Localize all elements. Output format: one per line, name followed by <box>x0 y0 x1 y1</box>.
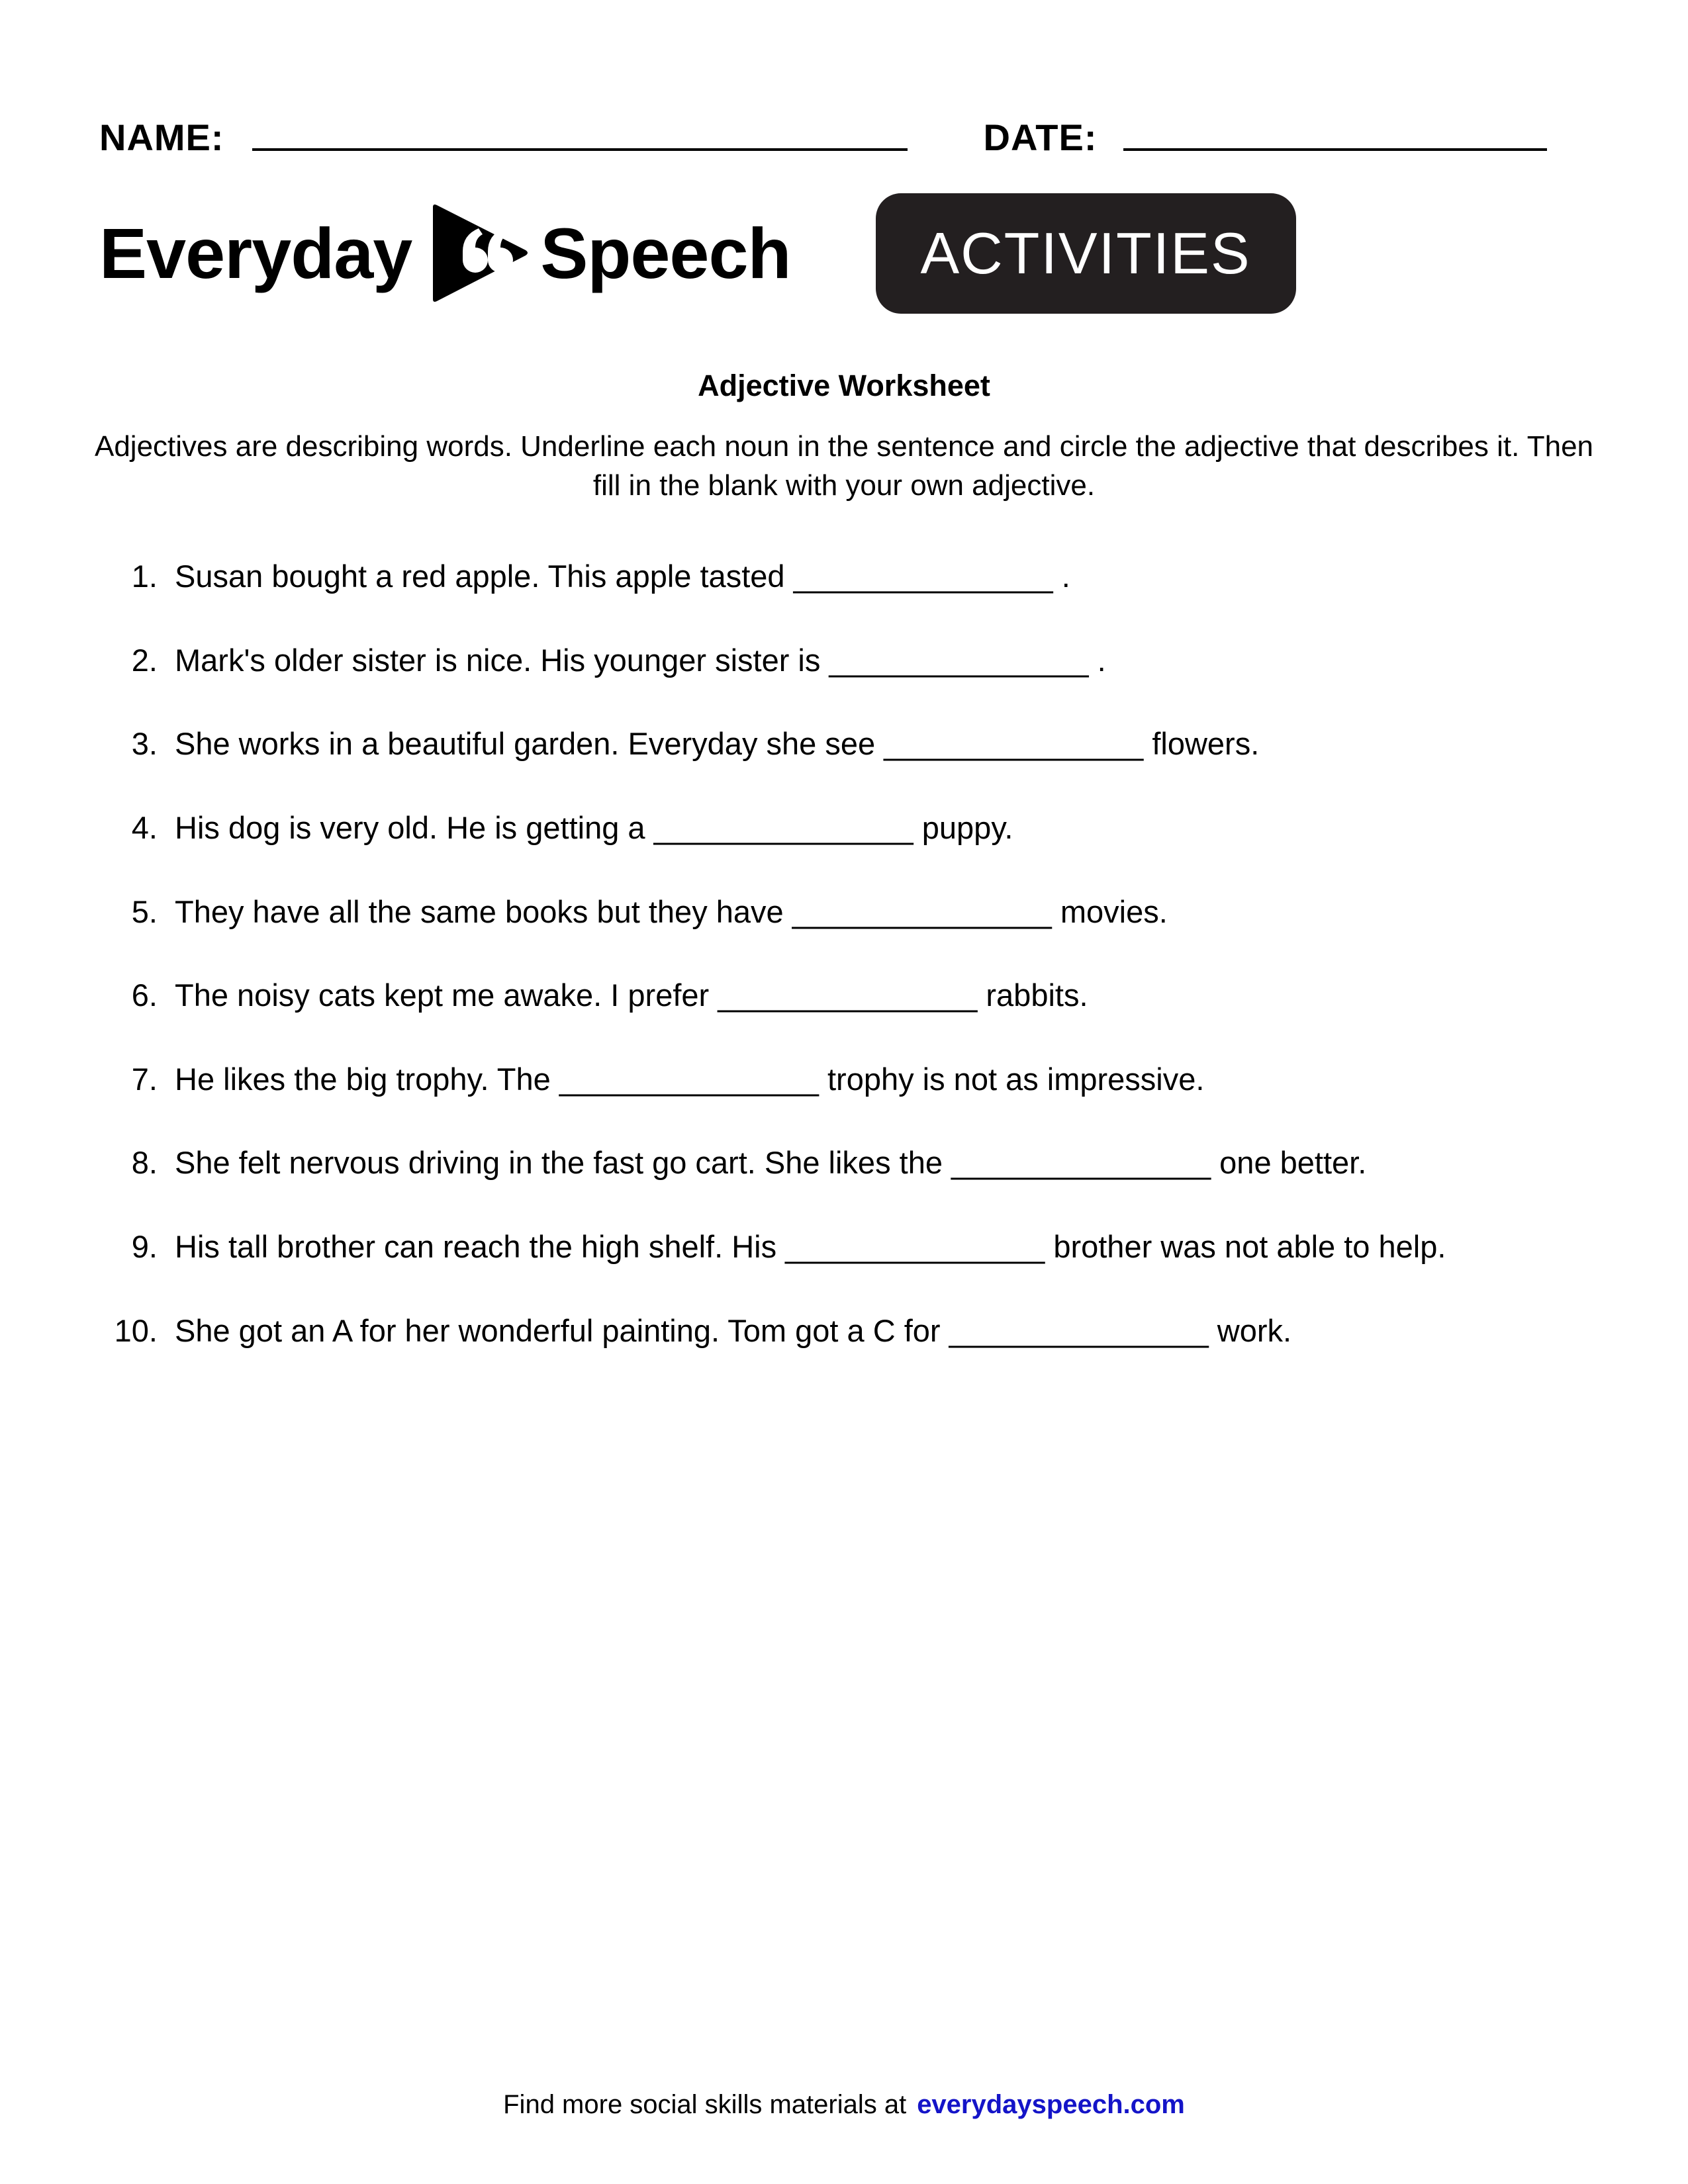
date-label: DATE: <box>983 116 1098 158</box>
name-write-line[interactable] <box>252 148 908 151</box>
question-text[interactable]: She works in a beautiful garden. Everyday she see _______________ flowers. <box>175 726 1260 762</box>
list-item <box>79 1146 1622 1181</box>
activities-badge-label: ACTIVITIES <box>920 220 1251 286</box>
question-number: 5. <box>131 893 158 929</box>
list-item <box>79 1314 1622 1349</box>
question-text[interactable]: His tall brother can reach the high shelf. His _______________ brother was not able to help. <box>175 1229 1446 1264</box>
question-text[interactable]: She felt nervous driving in the fast go cart. She likes the _______________ one better. <box>175 1145 1367 1181</box>
brand-word-speech: Speech <box>540 213 791 293</box>
list-item <box>79 978 1622 1013</box>
question-text[interactable]: The noisy cats kept me awake. I prefer _______________ rabbits. <box>175 978 1088 1013</box>
question-text[interactable]: They have all the same books but they have _______________ movies. <box>175 893 1168 929</box>
question-number: 10. <box>114 1312 158 1348</box>
question-number: 8. <box>131 1145 158 1181</box>
brand-word-everyday: Everyday <box>99 213 412 293</box>
list-item <box>79 559 1622 594</box>
name-date-row <box>99 99 1589 159</box>
question-number: 3. <box>131 726 158 762</box>
play-triangle-quote-icon <box>426 203 530 304</box>
name-label: NAME: <box>99 116 224 158</box>
brand-header <box>99 191 1589 316</box>
question-text[interactable]: She got an A for her wonderful painting. Tom got a C for _______________ work. <box>175 1312 1292 1348</box>
date-write-line[interactable] <box>1123 148 1547 151</box>
list-item <box>79 1230 1622 1265</box>
question-number: 1. <box>131 559 158 594</box>
question-list <box>79 559 1622 1397</box>
list-item <box>79 643 1622 678</box>
footer-website-link[interactable]: everydayspeech.com <box>917 2090 1185 2119</box>
activities-badge[interactable] <box>876 193 1296 314</box>
page-footer <box>0 2091 1688 2118</box>
footer-text: Find more social skills materials at <box>503 2090 907 2119</box>
question-text[interactable]: Mark's older sister is nice. His younger sister is _______________ . <box>175 642 1106 678</box>
question-text[interactable]: He likes the big trophy. The _______________ trophy is not as impressive. <box>175 1061 1205 1097</box>
question-number: 9. <box>131 1229 158 1264</box>
question-text[interactable]: Susan bought a red apple. This apple tasted _______________ . <box>175 559 1070 594</box>
question-number: 7. <box>131 1061 158 1097</box>
list-item <box>79 1062 1622 1097</box>
question-number: 6. <box>131 978 158 1013</box>
list-item <box>79 895 1622 930</box>
question-number: 2. <box>131 642 158 678</box>
question-text[interactable]: His dog is very old. He is getting a _______________ puppy. <box>175 809 1013 845</box>
question-number: 4. <box>131 809 158 845</box>
list-item <box>79 727 1622 762</box>
page-title: Adjective Worksheet <box>698 369 990 402</box>
instructions-text: Adjectives are describing words. Underline each noun in the sentence and circle the adjective that describes it. Then fill in the blank with your own adjective. <box>94 430 1594 502</box>
list-item <box>79 811 1622 846</box>
